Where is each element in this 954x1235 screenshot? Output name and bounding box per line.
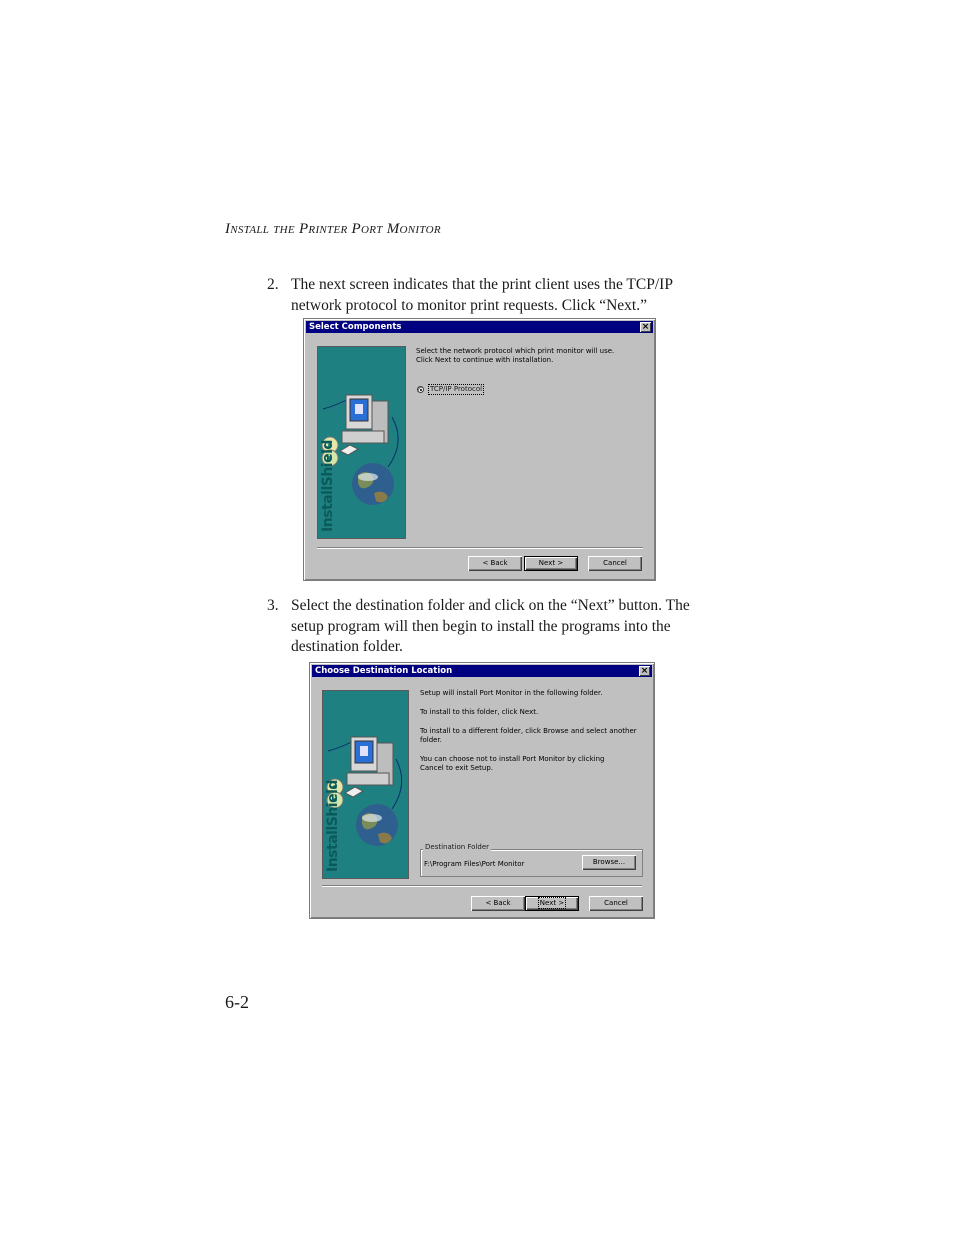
info-paragraph-4: You can choose not to install Port Monitor by clicking Cancel to exit Setup.: [420, 755, 605, 772]
installshield-logo: InstallShield: [325, 780, 341, 872]
step-text: The next screen indicates that the print client uses the TCP/IP network protocol to monitor print requests. Click “Next.”: [291, 276, 673, 314]
divider: [317, 547, 643, 549]
prompt-line-1: Select the network protocol which print monitor will use.: [416, 347, 615, 355]
prompt-line-2: Click Next to continue with installation.: [416, 356, 554, 364]
select-components-dialog: [303, 318, 656, 581]
browse-button[interactable]: Browse...: [582, 855, 636, 870]
divider: [322, 885, 642, 887]
info-paragraph-2: To install to this folder, click Next.: [420, 708, 539, 716]
tcpip-radio-button[interactable]: [417, 386, 424, 393]
step-3: [267, 596, 697, 658]
running-head: Install the Printer Port Monitor: [225, 221, 441, 237]
next-button[interactable]: Next >: [524, 556, 578, 571]
next-button[interactable]: [525, 896, 579, 911]
step-number: 3.: [267, 597, 279, 614]
cancel-button[interactable]: Cancel: [589, 896, 643, 911]
close-button[interactable]: ×: [641, 322, 650, 332]
destination-folder-label: Destination Folder: [425, 843, 490, 851]
dialog-title: Choose Destination Location: [315, 666, 453, 676]
back-button[interactable]: < Back: [471, 896, 525, 911]
installshield-art: [317, 346, 406, 539]
info-paragraph-1: Setup will install Port Monitor in the following folder.: [420, 689, 603, 697]
installshield-logo: InstallShield: [320, 440, 336, 532]
title-bar: [306, 321, 653, 333]
cancel-button[interactable]: Cancel: [588, 556, 642, 571]
back-button[interactable]: < Back: [468, 556, 522, 571]
close-button[interactable]: ×: [640, 666, 649, 676]
title-bar: [312, 665, 652, 677]
info-paragraph-3: To install to a different folder, click Browse and select another folder.: [420, 727, 637, 744]
step-number: 2.: [267, 276, 279, 293]
choose-destination-dialog: [309, 662, 655, 919]
step-text: Select the destination folder and click on the “Next” button. The setup program will then begin to install the programs into the destination folder.: [291, 597, 690, 655]
page-number: 6-2: [225, 992, 249, 1012]
installshield-art: [322, 690, 409, 879]
destination-path: F:\Program Files\Port Monitor: [424, 860, 525, 868]
step-2: [267, 275, 697, 317]
next-button-label: Next >: [539, 899, 565, 907]
dialog-title: Select Components: [309, 322, 402, 332]
tcpip-radio-label[interactable]: TCP/IP Protocol: [430, 385, 483, 393]
